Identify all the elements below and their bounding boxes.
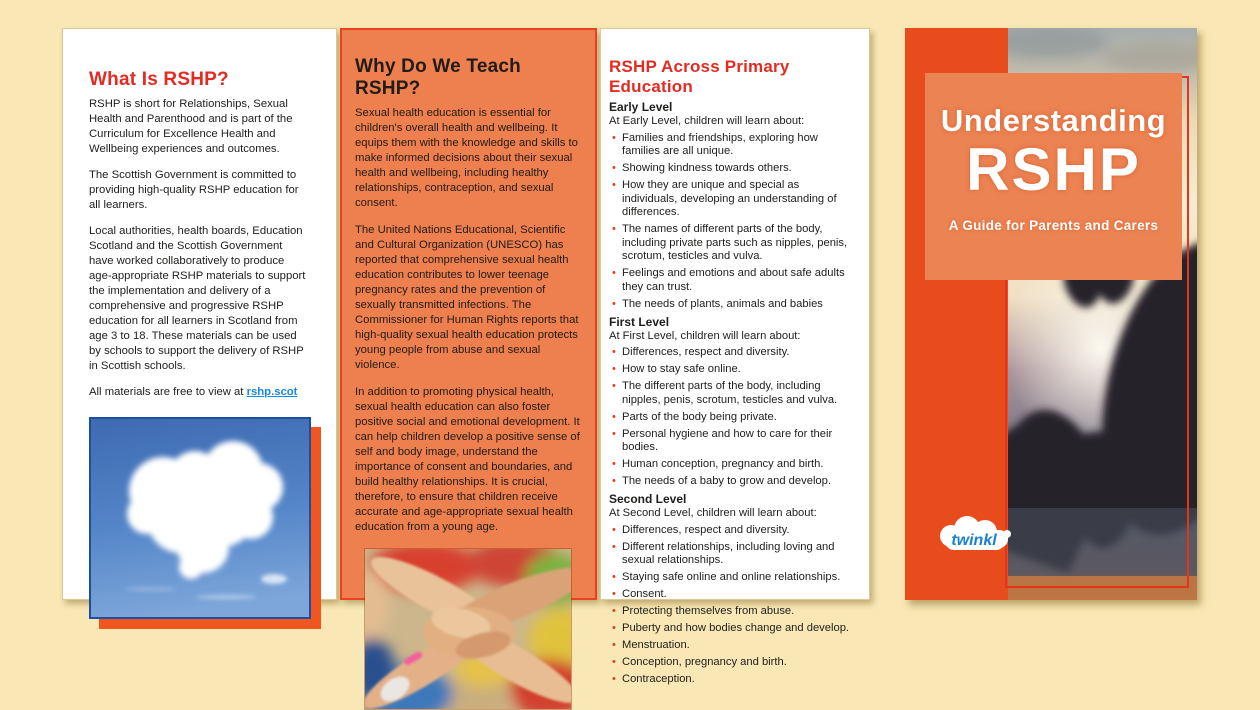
list-item: • Contraception. [609, 673, 857, 687]
panel1-link-prefix: All materials are free to view at [89, 386, 247, 398]
second-level-title: Second Level [609, 492, 687, 506]
list-item: • Showing kindness towards others. [609, 162, 857, 176]
panel2-paragraph-1: Sexual health education is essential for children's overall health and wellbeing. It equips them with the knowledge and skills to make informed decisions about their sexual health and wellbeing, including healthy relationships, contraception, and sexual consent. [355, 107, 578, 209]
panel2-paragraph-3: In addition to promoting physical health, sexual health education can also foster positive social and emotional development. It can help children develop a positive sense of self and body image, understand the importance of consent and boundaries, and build healthy relationships. It is crucial, therefore, to ensure that children receive accurate and age-appropriate sexual health education from a young age. [355, 386, 580, 533]
list-item: • The names of different parts of the body, including private parts such as nipples, penis, scrotum, testicles and vulva. [609, 223, 857, 264]
panel1-paragraph-1: RSHP is short for Relationships, Sexual Health and Parenthood and is part of the Curriculum for Excellence Health and Wellbeing experiences and outcomes. [89, 98, 293, 155]
list-item: • Differences, respect and diversity. [609, 346, 857, 360]
cover-title-box [925, 73, 1182, 280]
twinkl-logo-text: twinkl [951, 532, 997, 549]
second-level-section [609, 492, 857, 687]
twinkl-logo [933, 514, 1015, 562]
list-item: • Protecting themselves from abuse. [609, 605, 857, 619]
second-level-intro: At Second Level, children will learn about: [609, 507, 817, 519]
list-item: • The needs of a baby to grow and develop. [609, 475, 857, 489]
panel2-paragraph-2: The United Nations Educational, Scientific and Cultural Organization (UNESCO) has reported that comprehensive sexual health education contributes to lower teenage pregnancy rates and the prevention of sexually transmitted infections. The Commissioner for Human Rights reports that high-quality sexual health education protects young people from abuse and sexual violence. [355, 224, 579, 371]
panel1-heading: What Is RSHP? [89, 69, 229, 90]
early-level-intro: At Early Level, children will learn about: [609, 115, 805, 127]
second-level-list [609, 524, 857, 687]
cover-title-line1: Understanding [940, 103, 1167, 138]
early-level-section [609, 100, 857, 311]
list-item: • Feelings and emotions and about safe adults they can trust. [609, 267, 857, 294]
list-item: • Different relationships, including loving and sexual relationships. [609, 541, 857, 568]
list-item: • Differences, respect and diversity. [609, 524, 857, 538]
list-item: • Conception, pregnancy and birth. [609, 656, 857, 670]
panel-what-is-rshp [62, 28, 337, 600]
list-item: • Families and friendships, exploring how families are all unique. [609, 132, 857, 159]
list-item: • Consent. [609, 588, 857, 602]
cover-subtitle: A Guide for Parents and Carers [948, 218, 1159, 233]
list-item: • Staying safe online and online relationships. [609, 571, 857, 585]
panel1-paragraph-2: The Scottish Government is committed to providing high-quality RSHP education for all learners. [89, 169, 299, 211]
heart-cloud-photo-frame [89, 417, 311, 619]
leaflet-inner-spread [62, 28, 870, 685]
first-level-list [609, 346, 857, 489]
panel1-link-line [89, 385, 310, 400]
early-level-list [609, 132, 857, 312]
first-level-intro: At First Level, children will learn about: [609, 329, 801, 342]
list-item: • The needs of plants, animals and babies [609, 298, 857, 312]
early-level-title: Early Level [609, 100, 673, 114]
list-item: • How they are unique and special as individuals, developing an understanding of differences. [609, 179, 857, 220]
rshp-scot-link[interactable]: rshp.scot [246, 386, 298, 398]
panel1-paragraph-3: Local authorities, health boards, Education Scotland and the Scottish Government have worked collaboratively to produce age-appropriate RSHP materials to support the implementation and delivery of a comprehensive and progressive RSHP education for all learners in Scotland from age 3 to 18. These materials can be used by schools to support the delivery of RSHP in Scottish schools. [89, 225, 306, 372]
list-item: • Human conception, pregnancy and birth. [609, 458, 857, 472]
leaflet-cover [905, 28, 1197, 600]
first-level-title: First Level [609, 314, 670, 329]
first-level-section [609, 315, 857, 489]
list-item: • The different parts of the body, including nipples, penis, scrotum, testicles and vulva. [609, 380, 857, 407]
panel-why-do-we-teach-rshp [340, 28, 597, 600]
list-item: • How to stay safe online. [609, 363, 857, 377]
panel-rshp-across-primary-education [600, 28, 870, 685]
stacked-hands-photo [364, 548, 572, 710]
list-item: • Parts of the body being private. [609, 411, 857, 425]
cover-title-line2: RSHP [966, 136, 1141, 203]
panel2-heading: Why Do We Teach RSHP? [355, 56, 521, 99]
list-item: • Puberty and how bodies change and develop. [609, 622, 857, 636]
list-item: • Personal hygiene and how to care for their bodies. [609, 428, 857, 455]
panel3-heading: RSHP Across Primary Education [609, 57, 790, 96]
list-item: • Menstruation. [609, 639, 857, 653]
heart-cloud-photo [89, 417, 311, 619]
